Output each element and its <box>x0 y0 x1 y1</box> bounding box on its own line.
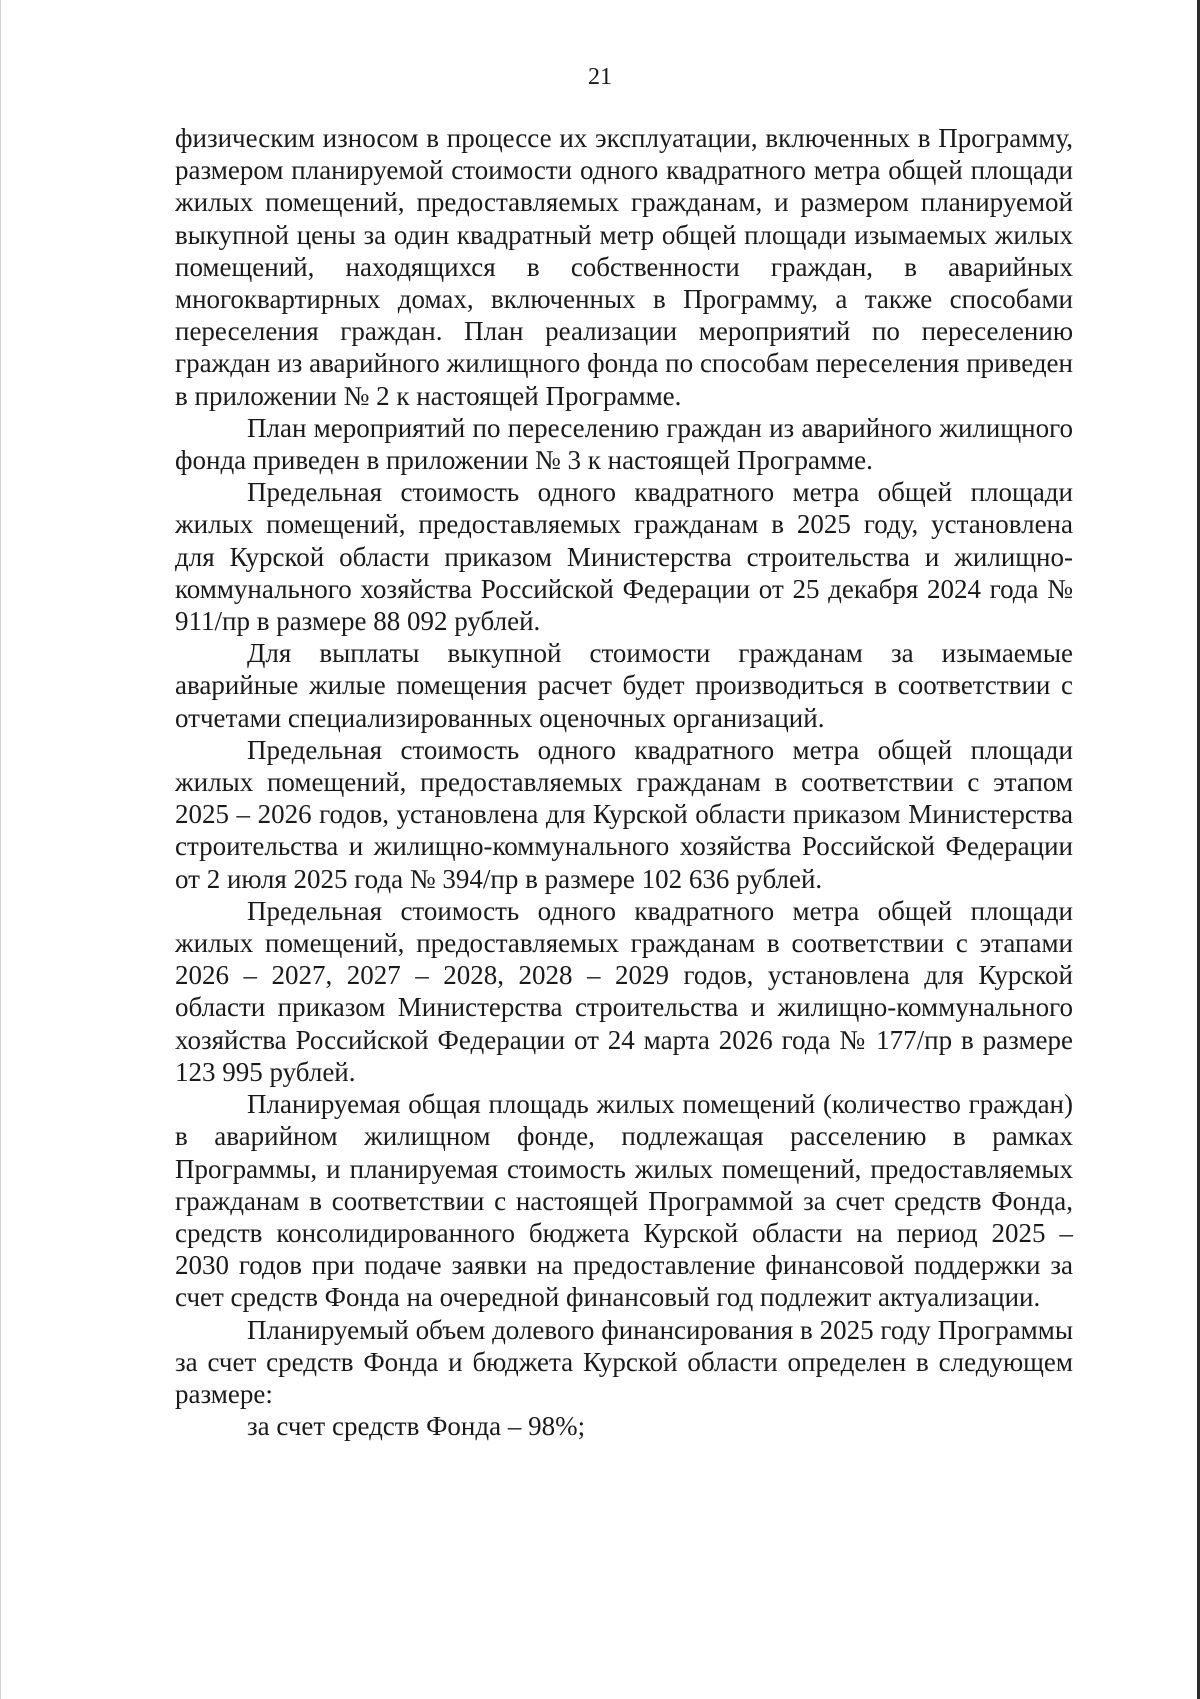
paragraph-6: Предельная стоимость одного квадратного метра общей площади жилых помещений, предоставляемых гражданам в соответствии с этапами 2026 – 2027, 2027 – 2028, 2028 – 2029 годов, установлена для Курской области приказом Министерства строительства и жилищно-коммунального хозяйства Российской Федерации от 24 марта 2026 года № 177/пр в размере 123 995 рублей. <box>175 895 1073 1087</box>
scan-edge-left <box>0 0 1 1699</box>
paragraph-9: за счет средств Фонда – 98%; <box>247 1411 586 1442</box>
paragraph-5: Предельная стоимость одного квадратного метра общей площади жилых помещений, предоставляемых гражданам в соответствии с этапом 2025 – 2026 годов, установлена для Курской области приказом Министерства строительства и жилищно-коммунального хозяйства Российской Федерации от 2 июля 2025 года № 394/пр в размере 102 636 рублей. <box>175 734 1073 894</box>
paragraph-8: Планируемый объем долевого финансирования в 2025 году Программы за счет средств Фонда и бюджета Курской области определен в следующем размере: <box>175 1314 1073 1409</box>
paragraph-3: Предельная стоимость одного квадратного метра общей площади жилых помещений, предоставляемых гражданам в 2025 году, установлена для Курской области приказом Министерства строительства и жилищно-коммунального хозяйства Российской Федерации от 25 декабря 2024 года № 911/пр в размере 88 092 рублей. <box>175 477 1073 637</box>
body-text <box>175 122 1073 1442</box>
paragraph-2: План мероприятий по переселению граждан из аварийного жилищного фонда приведен в приложении № 3 к настоящей Программе. <box>175 412 1073 476</box>
paragraph-1: физическим износом в процессе их эксплуатации, включенных в Программу, размером планируемой стоимости одного квадратного метра общей площади жилых помещений, предоставляемых гражданам, и размером планируемой выкупной цены за один квадратный метр общей площади изымаемых жилых помещений, находящихся в собственности граждан, в аварийных многоквартирных домах, включенных в Программу, а также способами переселения граждан. План реализации мероприятий по переселению граждан из аварийного жилищного фонда по способам переселения приведен в приложении № 2 к настоящей Программе. <box>175 123 1073 411</box>
paragraph-7: Планируемая общая площадь жилых помещений (количество граждан) в аварийном жилищном фонде, подлежащая расселению в рамках Программы, и планируемая стоимость жилых помещений, предоставляемых гражданам в соответствии с настоящей Программой за счет средств Фонда, средств консолидированного бюджета Курской области на период 2025 – 2030 годов при подаче заявки на предоставление финансовой поддержки за счет средств Фонда на очередной финансовый год подлежит актуализации. <box>175 1089 1073 1313</box>
paragraph-4: Для выплаты выкупной стоимости гражданам за изымаемые аварийные жилые помещения расчет будет производиться в соответствии с отчетами специализированных оценочных организаций. <box>175 638 1073 733</box>
page-number: 21 <box>588 64 612 90</box>
